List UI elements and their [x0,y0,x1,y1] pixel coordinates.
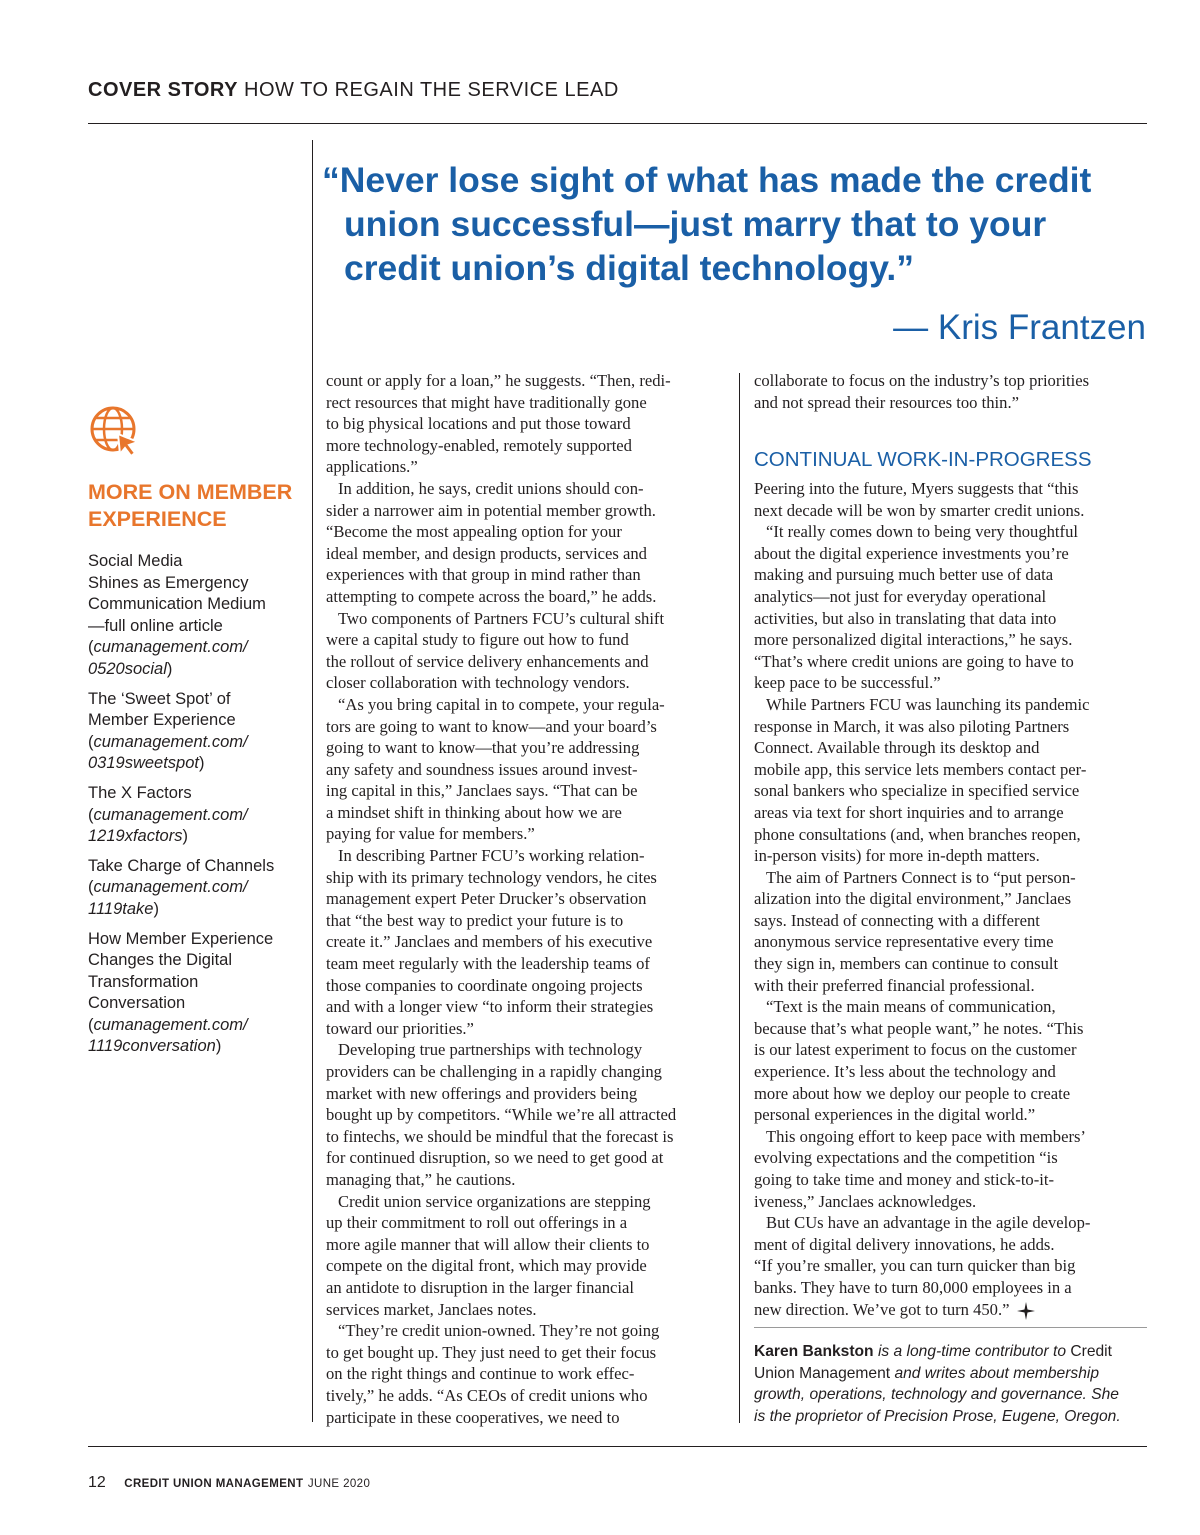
sidebar-divider [312,140,313,1422]
header-rule [88,123,1147,124]
body-column-1 [326,370,726,1428]
article-link[interactable]: 1219xfactors) [88,827,188,846]
body-column-2 [754,478,1147,1321]
body-text-line: going to take time and money and stick-to-it- [754,1170,1055,1189]
article-title-line: Social Media [88,552,183,570]
body-text-line: “Text is the main means of communication, [766,997,1056,1017]
column-divider [739,373,740,1423]
article-title-line: Conversation [88,994,186,1013]
body-text-line: more agile manner that will allow their clients to [326,1234,650,1254]
body-text-line: to big physical locations and put those toward [326,414,631,434]
sidebar-title [88,479,303,533]
article-url: cumanagement.com/ [93,1015,248,1034]
body-text-line: The aim of Partners Connect is to “put person- [766,867,1076,887]
body-text-line: phone consultations (and, when branches reopen, [754,824,1081,844]
body-text-line: keep pace to be successful.” [754,673,941,693]
body-text-line: more personalized digital interactions,” he says. [754,630,1073,650]
sidebar-title-line: EXPERIENCE [88,507,227,531]
article-url: 1119take [88,899,154,918]
body-text-line: response in March, it was also piloting Partners [754,716,1070,736]
body-text-line: in-person visits) for more in-depth matters. [754,846,1040,866]
body-text-line: banks. They have to turn 80,000 employees in a [754,1277,1072,1297]
body-text-line: toward our priorities.” [326,1018,474,1038]
body-text-line: tively,” he adds. “As CEOs of credit unions who [326,1385,648,1405]
body-text-line: more technology-enabled, remotely supported [326,435,632,455]
related-articles-list [88,551,303,1066]
bio-rule [754,1327,1147,1328]
related-article[interactable] [88,929,303,1059]
article-url: cumanagement.com/ [93,732,248,751]
body-text-line: those companies to coordinate ongoing projects [326,975,643,995]
article-link[interactable]: (cumanagement.com/ [88,1015,248,1034]
article-url: 1219xfactors [88,827,183,846]
article-url: cumanagement.com/ [93,638,248,657]
bio-text: is a long-time contributor to [877,1343,1067,1360]
body-text-line: experience. It’s less about the technology and [754,1062,1056,1082]
body-text-line: “They’re credit union-owned. They’re not going [338,1321,660,1341]
body-text-line: says. Instead of connecting with a different [754,910,1040,930]
page-footer [88,1474,370,1492]
body-text-line: and not spread their resources too thin.” [754,392,1019,412]
body-text-line: that “the best way to predict your future is to [326,910,624,930]
body-text-line: Peering into the future, Myers suggests that “this [754,479,1079,498]
article-title-line: Transformation [88,972,199,991]
article-title-line: Take Charge of Channels [88,856,275,875]
article-title-line: How Member Experience [88,929,274,948]
body-text-line: participate in these cooperatives, we need to [326,1407,620,1427]
publication-name: Union Management [754,1364,891,1382]
body-text-line: But CUs have an advantage in the agile develop- [766,1213,1091,1233]
body-text-line: management expert Peter Drucker’s observation [326,889,647,909]
body-text-line: a mindset shift in thinking about how we are [326,802,622,822]
body-text-line: more about how we deploy our people to create [754,1083,1071,1103]
article-title-line: Member Experience [88,711,236,730]
body-column-2-top [754,370,1147,413]
sidebar-title-line: MORE ON MEMBER [88,480,293,504]
body-text-line: because that’s what people want,” he notes. “This [754,1018,1084,1038]
article-url: cumanagement.com/ [93,805,248,824]
globe-cursor-icon [88,404,142,458]
pull-quote-line: union successful—just marry that to your [344,204,1047,244]
body-text-line: bought up by competitors. “While we’re all attracted [326,1105,677,1125]
body-text-line: Connect. Available through its desktop and [754,738,1040,758]
article-url: 0319sweetspot [88,754,199,773]
body-text-line: rect resources that might have traditionally gone [326,392,647,412]
body-text-line: activities, but also in translating that data into [754,608,1057,628]
body-text-line: “That’s where credit unions are going to have to [754,651,1074,671]
body-text-line: market with new offerings and providers being [326,1083,638,1103]
bio-text: growth, operations, technology and governance. She [754,1386,1119,1404]
bio-text: is the proprietor of Precision Prose, Eugene, Oregon. [754,1407,1121,1425]
bio-text: and writes about membership [894,1364,1100,1382]
body-text-line: “It really comes down to being very thoughtful [766,522,1078,542]
body-text-line: This ongoing effort to keep pace with members’ [766,1126,1086,1146]
body-text-line: paying for value for members.” [326,824,535,844]
story-title: HOW TO REGAIN THE SERVICE LEAD [244,79,619,101]
body-text-line: While Partners FCU was launching its pandemic [766,694,1090,714]
related-article[interactable] [88,551,303,681]
body-text-line: create it.” Janclaes and members of his executive [326,932,653,952]
body-text-line: applications.” [326,457,418,477]
body-text-line: Developing true partnerships with technology [338,1040,643,1060]
article-link[interactable]: 0319sweetspot) [88,754,205,773]
body-text-line: sonal bankers who specialize in specified service [754,781,1080,801]
body-text-line: compete on the digital front, which may provide [326,1256,647,1276]
body-text-line: an antidote to disruption in the larger financial [326,1277,634,1297]
article-link[interactable]: (cumanagement.com/ [88,805,248,824]
body-text-line: any safety and soundness issues around invest- [326,759,638,779]
body-text-line: up their commitment to roll out offerings in a [326,1213,628,1233]
body-text-line: areas via text for short inquiries and to arrange [754,802,1064,822]
body-text-line: they sign in, members can continue to consult [754,954,1059,974]
publication-title: CREDIT UNION MANAGEMENT [124,1478,304,1490]
pull-quote-line: “Never lose sight of what has made the credit [322,160,1092,200]
body-text-line: to get bought up. They just need to get their focus [326,1342,657,1362]
body-text-line: to fintechs, we should be mindful that the forecast is [326,1126,674,1146]
article-title-line: The ‘Sweet Spot’ of [88,689,231,708]
article-url: 0520social [88,659,167,678]
body-text-line: next decade will be won by smarter credit unions. [754,500,1085,520]
body-text-line: attempting to compete across the board,” he adds. [326,586,657,606]
article-link[interactable]: 1119conversation) [88,1037,222,1056]
body-text-line: personal experiences in the digital world.” [754,1105,1036,1125]
issue-date: JUNE 2020 [307,1478,371,1490]
body-text-line: experiences with that group in mind rather than [326,565,641,585]
article-title-line: Communication Medium [88,595,266,614]
body-text-line: In addition, he says, credit unions should con- [338,478,644,498]
article-title-line: Changes the Digital [88,951,233,970]
body-text-line: were a capital study to figure out how to fund [326,630,629,650]
article-link[interactable]: 0520social) [88,659,173,678]
body-text-line: count or apply for a loan,” he suggests. “Then, redi- [326,371,671,390]
body-text-line: anonymous service representative every time [754,932,1054,952]
body-text-line: team meet regularly with the leadership teams of [326,954,650,974]
running-header [88,79,1146,105]
body-text-line: Two components of Partners FCU’s cultural shift [338,608,665,628]
body-text-line: ing capital in this,” Janclaes says. “That can be [326,781,638,801]
body-text-line: on the right things and continue to work effec- [326,1364,635,1384]
body-text-line: analytics—not just for everyday operational [754,586,1047,606]
footer-rule [88,1446,1147,1447]
end-of-article-icon [1016,1301,1036,1321]
quote-attribution: — Kris Frantzen [893,308,1146,347]
article-link[interactable]: (cumanagement.com/ [88,878,248,897]
body-text-line: managing that,” he cautions. [326,1169,516,1189]
body-text-line: ship with its primary technology vendors, he cites [326,867,657,887]
related-article[interactable] [88,689,303,775]
page-number: 12 [88,1474,106,1491]
body-text-line: “As you bring capital in to compete, your regula- [338,694,665,714]
publication-name: Credit [1070,1343,1112,1360]
pull-quote [322,158,1146,290]
article-title-line: Shines as Emergency [88,573,249,592]
section-label: COVER STORY [88,79,238,101]
article-title-line: —full online article [88,616,223,635]
body-text-line: iveness,” Janclaes acknowledges. [754,1191,977,1211]
article-link[interactable]: 1119take) [88,899,159,918]
body-text-line: and with a longer view “to inform their strategies [326,997,654,1017]
body-text-line: ideal member, and design products, services and [326,543,647,563]
body-text-line: closer collaboration with technology vendors. [326,673,630,693]
author-name: Karen Bankston [754,1343,874,1360]
body-text-line: with their preferred financial professional. [754,975,1035,995]
body-text-line: sider a narrower aim in potential member growth. [326,500,656,520]
body-text-line: In describing Partner FCU’s working relation- [338,846,645,866]
body-text-line: evolving expectations and the competition “is [754,1148,1058,1168]
body-text-line: is our latest experiment to focus on the customer [754,1040,1077,1060]
body-text-line: collaborate to focus on the industry’s top priorities [754,371,1090,390]
body-text-line: the rollout of service delivery enhancements and [326,651,649,671]
article-link[interactable]: (cumanagement.com/ [88,638,248,657]
body-text-line: for continued disruption, so we need to get good at [326,1148,664,1168]
body-text-line: about the digital experience investments you’re [754,543,1069,563]
body-text-line: providers can be challenging in a rapidly changing [326,1062,662,1081]
body-text-line: “Become the most appealing option for your [326,522,622,542]
related-article[interactable] [88,856,303,921]
related-article[interactable] [88,783,303,848]
body-text-line: Credit union service organizations are stepping [338,1191,651,1211]
body-text-line: making and pursuing much better use of data [754,565,1054,585]
section-subhead: CONTINUAL WORK-IN-PROGRESS [754,448,1092,471]
article-url: cumanagement.com/ [93,878,248,897]
body-text-line: alization into the digital environment,” Janclaes [754,889,1072,909]
article-url: 1119conversation [88,1037,216,1056]
body-text-line: mobile app, this service lets members contact per- [754,759,1087,779]
body-text-line: new direction. We’ve got to turn 450.” [754,1299,1147,1321]
body-text-line: services market, Janclaes notes. [326,1299,537,1319]
body-text-line: ment of digital delivery innovations, he adds. [754,1234,1055,1254]
author-bio [754,1341,1147,1427]
body-text-line: tors are going to want to know—and your board’s [326,716,657,736]
article-title-line: The X Factors [88,783,192,802]
article-link[interactable]: (cumanagement.com/ [88,732,248,751]
pull-quote-line: credit union’s digital technology.” [344,248,914,288]
body-text-line: going to want to know—that you’re addressing [326,738,640,758]
body-text-line: “If you’re smaller, you can turn quicker than big [754,1256,1076,1276]
